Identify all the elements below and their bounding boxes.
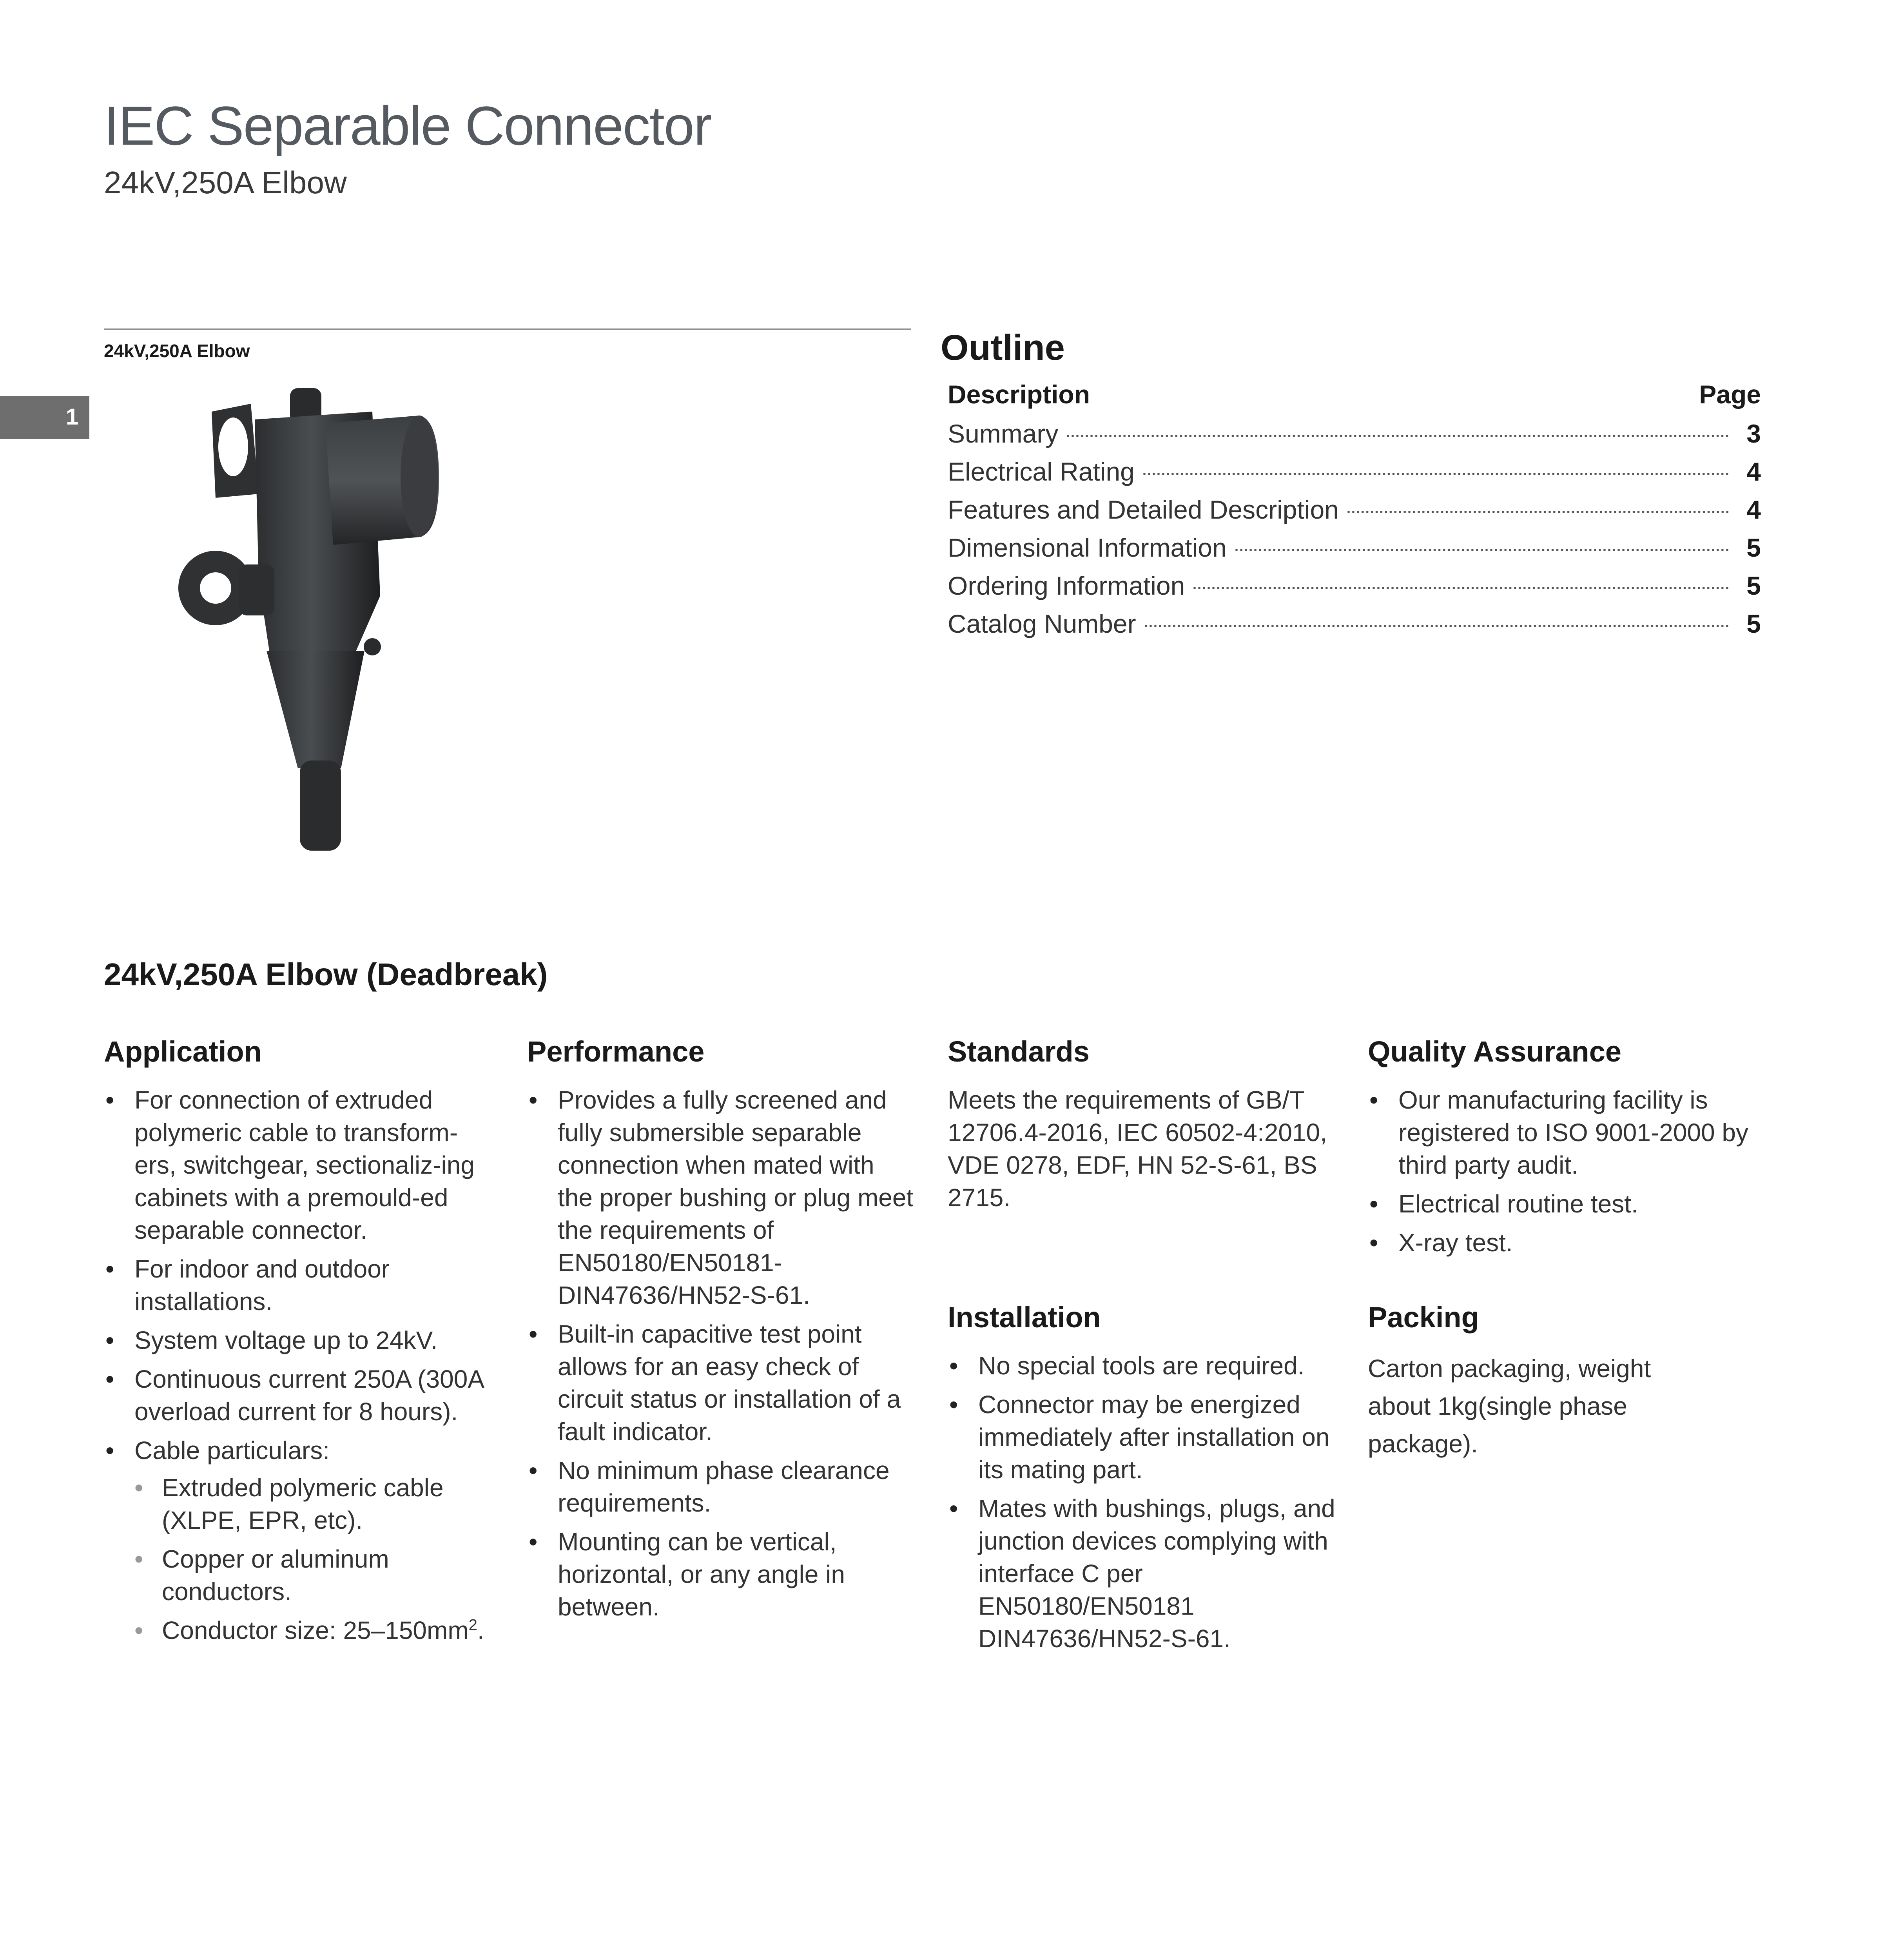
list-item: • Continuous current 250A (300A overload current for 8 hours). [104, 1363, 488, 1428]
packing-heading: Packing [1368, 1301, 1479, 1334]
performance-heading: Performance [527, 1035, 705, 1068]
list-item [104, 1434, 488, 1647]
outline-item-label: Summary [948, 419, 1059, 448]
figure-caption: 24kV,250A Elbow [104, 341, 250, 361]
installation-list [948, 1350, 1340, 1655]
performance-list [527, 1084, 915, 1623]
outline-item-page: 5 [1746, 571, 1761, 600]
outline-header [948, 379, 1761, 409]
elbow-connector-icon [169, 376, 443, 862]
installation-column [948, 1301, 1340, 1661]
list-item: • Provides a fully screened and fully submersible separable connection when mated with the proper bushing or plug meet the requirements of EN50180/EN50181-DIN47636/HN52-S-61. [527, 1084, 915, 1312]
outline-item[interactable] [948, 419, 1761, 457]
dot-leader [1193, 587, 1729, 589]
list-item: • X-ray test. [1368, 1227, 1760, 1259]
list-item: • No special tools are required. [948, 1350, 1340, 1382]
dot-leader [1347, 511, 1729, 513]
standards-heading: Standards [948, 1035, 1090, 1068]
packing-column [1368, 1301, 1721, 1463]
dot-leader [1067, 435, 1729, 437]
list-item: • Built-in capacitive test point allows for an easy check of circuit status or installation of a fault indicator. [527, 1318, 915, 1448]
application-heading: Application [104, 1035, 262, 1068]
dot-leader [1235, 549, 1729, 551]
outline-item[interactable] [948, 495, 1761, 533]
conductor-size-text: Conductor size: 25–150mm [162, 1616, 469, 1644]
outline-item-label: Features and Detailed Description [948, 495, 1339, 524]
outline-item[interactable] [948, 609, 1761, 647]
list-item: • Connector may be energized immediately after installation on its mating part. [948, 1388, 1340, 1486]
outline-item-page: 4 [1746, 495, 1761, 524]
outline-item-page: 3 [1746, 419, 1761, 448]
application-column [104, 1035, 488, 1653]
list-item: • Our manufacturing facility is registered to ISO 9001-2000 by third party audit. [1368, 1084, 1760, 1181]
standards-column [948, 1035, 1340, 1214]
list-item: • Electrical routine test. [1368, 1188, 1760, 1220]
packing-text: Carton packaging, weight about 1kg(single phase package). [1368, 1354, 1651, 1458]
superscript: 2 [468, 1616, 477, 1634]
outline-item[interactable] [948, 571, 1761, 609]
section-title: 24kV,250A Elbow (Deadbreak) [104, 957, 548, 992]
sub-list-item [134, 1614, 488, 1647]
list-item: • Mates with bushings, plugs, and junction devices complying with interface C per EN50180/EN50181 DIN47636/HN52-S-61. [948, 1492, 1340, 1655]
application-list [104, 1084, 488, 1647]
outline-item-page: 4 [1746, 457, 1761, 486]
outline-item-label: Electrical Rating [948, 457, 1135, 486]
sub-list-item: • Copper or aluminum conductors. [134, 1543, 488, 1608]
outline-title: Outline [941, 328, 1065, 368]
installation-heading: Installation [948, 1301, 1101, 1334]
quality-heading: Quality Assurance [1368, 1035, 1622, 1068]
dot-leader [1143, 473, 1729, 475]
standards-text: Meets the requirements of GB/T 12706.4-2016, IEC 60502-4:2010, VDE 0278, EDF, HN 52-S-61, BS 2715. [948, 1086, 1327, 1212]
outline-item-label: Dimensional Information [948, 533, 1227, 562]
list-item-label: Cable particulars: [134, 1436, 330, 1465]
outline-item-label: Catalog Number [948, 609, 1136, 638]
list-item: • System voltage up to 24kV. [104, 1324, 488, 1357]
list-item: • No minimum phase clearance requirements. [527, 1454, 915, 1519]
list-item: • For connection of extruded polymeric cable to transform-ers, switchgear, sectionaliz-ing cabinets with a premould-ed separable connector. [104, 1084, 488, 1247]
page-subtitle: 24kV,250A Elbow [104, 165, 347, 200]
chapter-tab-number: 1 [66, 404, 79, 430]
outline-col-page: Page [1699, 380, 1761, 409]
quality-column [1368, 1035, 1760, 1265]
outline-col-description: Description [948, 380, 1090, 409]
outline-item-label: Ordering Information [948, 571, 1185, 600]
outline-list [948, 419, 1761, 647]
sub-list-item: • Extruded polymeric cable (XLPE, EPR, etc). [134, 1472, 488, 1537]
performance-column [527, 1035, 915, 1630]
list-item: • Mounting can be vertical, horizontal, or any angle in between. [527, 1526, 915, 1623]
dot-leader [1145, 625, 1729, 627]
cable-particulars-list [134, 1472, 488, 1647]
outline-item-page: 5 [1746, 533, 1761, 562]
figure-divider [104, 328, 911, 330]
sentence-end: . [477, 1616, 484, 1644]
outline-item[interactable] [948, 533, 1761, 571]
quality-list [1368, 1084, 1760, 1259]
outline-item[interactable] [948, 457, 1761, 495]
page-title: IEC Separable Connector [104, 95, 711, 156]
list-item: • For indoor and outdoor installations. [104, 1253, 488, 1318]
outline-item-page: 5 [1746, 609, 1761, 638]
